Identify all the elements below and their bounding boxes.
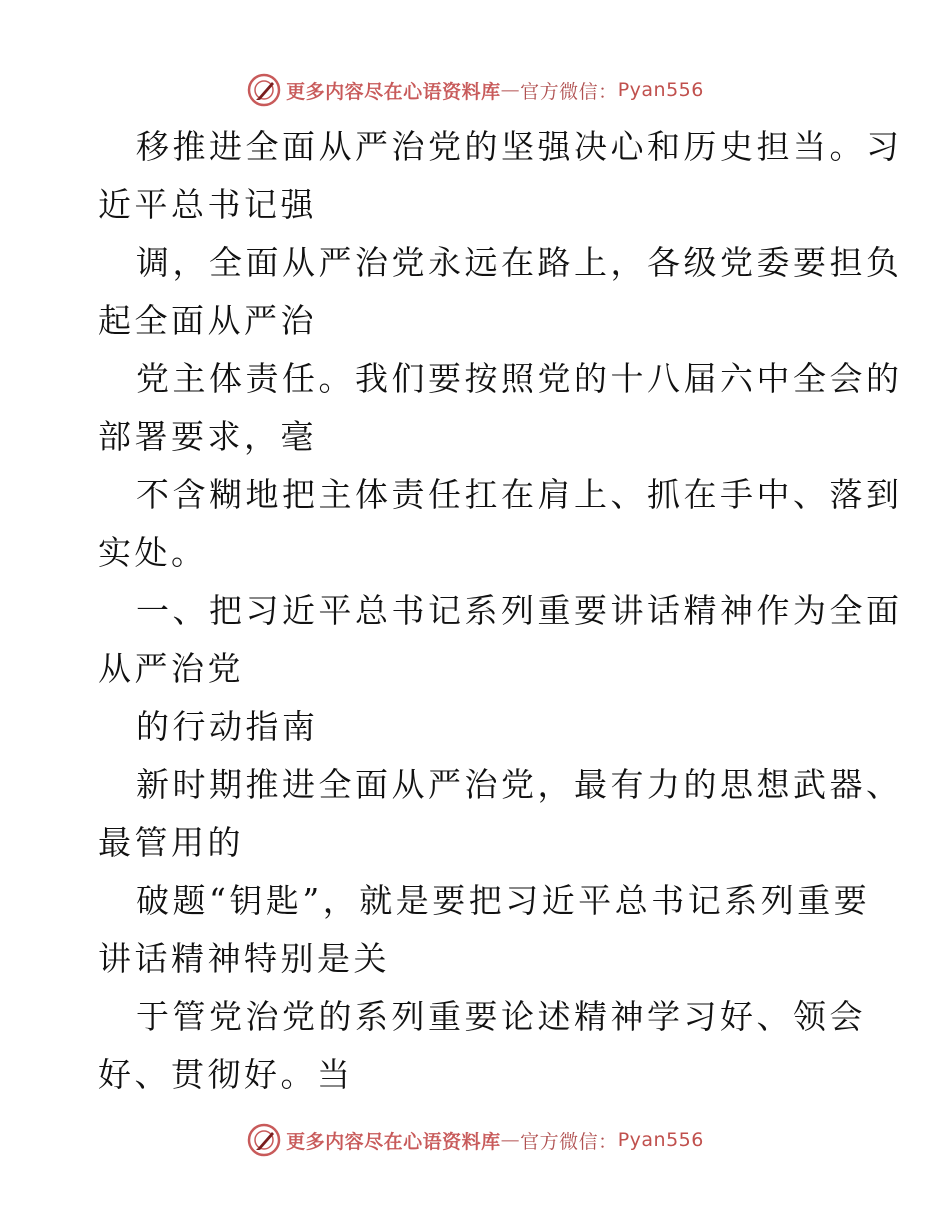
body-line: 实处。 <box>98 533 208 572</box>
banner-separator: — <box>500 1129 521 1151</box>
body-line: 部署要求，毫 <box>98 417 317 456</box>
body-line: 调，全面从严治党永远在路上，各级党委要担负 <box>136 243 903 282</box>
footer-banner <box>0 1120 950 1160</box>
pen-logo-icon <box>246 1122 282 1158</box>
body-line: 讲话精神特别是关 <box>98 939 390 978</box>
body-line: 破题“钥匙”，就是要把习近平总书记系列重要 <box>136 881 871 920</box>
header-banner <box>0 70 950 110</box>
body-line: 移推进全面从严治党的坚强决心和历史担当。习 <box>136 127 903 166</box>
body-line: 好、贯彻好。当 <box>98 1055 354 1094</box>
body-line: 党主体责任。我们要按照党的十八届六中全会的 <box>136 359 903 398</box>
document-body <box>98 118 903 1104</box>
banner-wechat-label: 官方微信： <box>520 1130 618 1153</box>
section-heading-cont: 从严治党 <box>98 649 244 688</box>
body-line: 近平总书记强 <box>98 185 317 224</box>
body-line: 最管用的 <box>98 823 244 862</box>
banner-wechat-id: Pyan556 <box>617 1129 704 1151</box>
banner-brand-text: 更多内容尽在心语资料库 <box>286 80 501 103</box>
banner-wechat-label: 官方微信： <box>520 80 618 103</box>
body-line: 于管党治党的系列重要论述精神学习好、领会 <box>136 997 866 1036</box>
body-line: 起全面从严治 <box>98 301 317 340</box>
banner-separator: — <box>500 79 521 101</box>
section-heading-cont: 的行动指南 <box>136 707 319 746</box>
banner-brand-text: 更多内容尽在心语资料库 <box>286 1130 501 1153</box>
body-line: 不含糊地把主体责任扛在肩上、抓在手中、落到 <box>136 475 903 514</box>
pen-logo-icon <box>246 72 282 108</box>
banner-wechat-id: Pyan556 <box>617 79 704 101</box>
section-heading: 一、把习近平总书记系列重要讲话精神作为全面 <box>136 591 903 630</box>
body-line: 新时期推进全面从严治党，最有力的思想武器、 <box>136 765 903 804</box>
